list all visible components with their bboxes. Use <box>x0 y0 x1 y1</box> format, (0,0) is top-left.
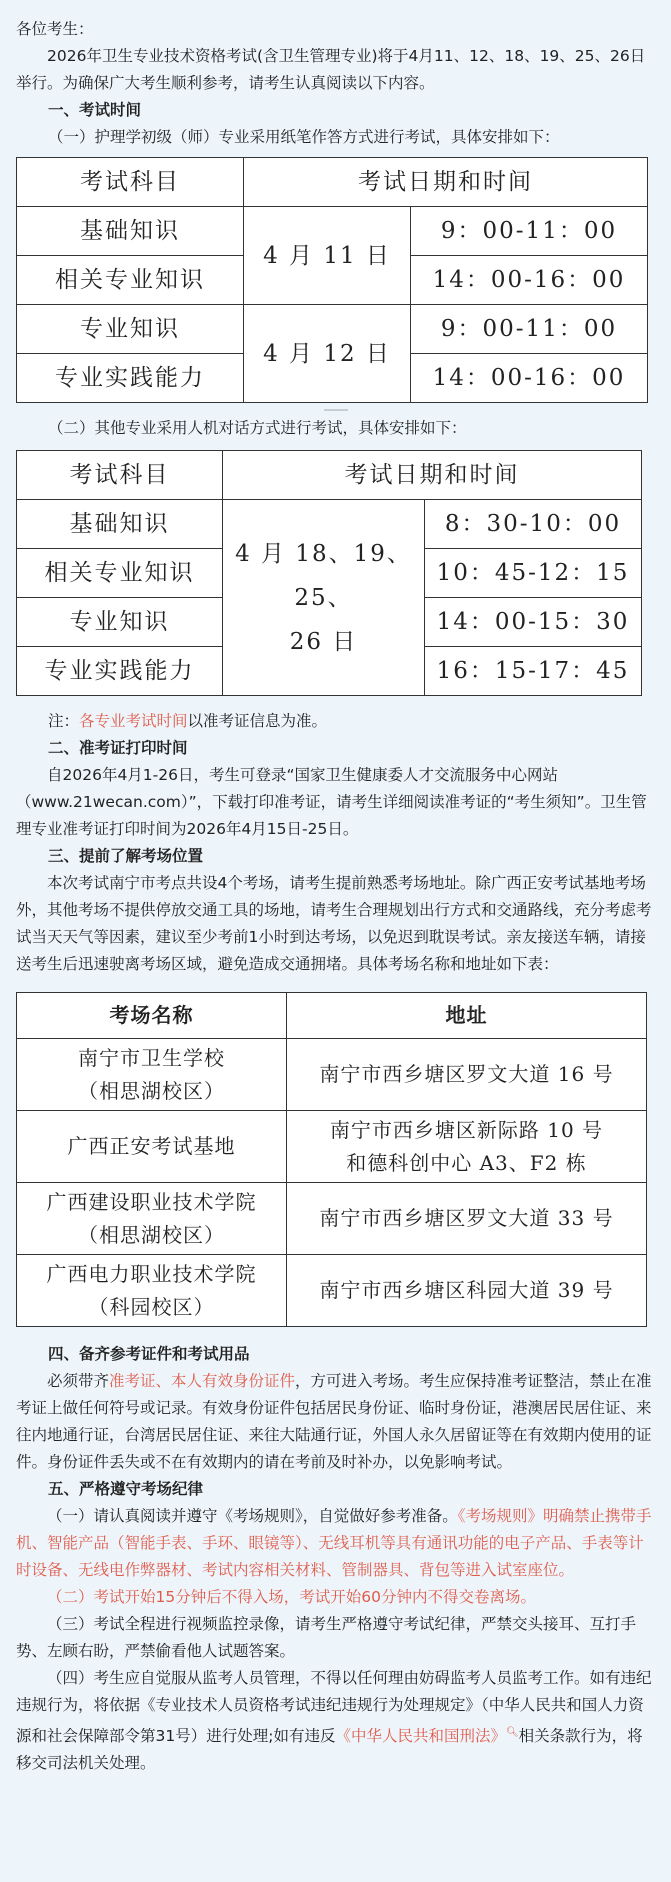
time-note <box>16 708 655 735</box>
section-4-body <box>16 1368 655 1476</box>
subject-cell: 专业实践能力 <box>17 647 223 696</box>
paper-exam-schedule-table <box>16 157 648 403</box>
table-header: 考试科目 <box>17 158 244 207</box>
venue-campus: （科园校区） <box>88 1294 215 1319</box>
body-text: ，方可进入考场。考生应保持准考证整洁，禁止在准考证上做任何符号或记录。有效身份证件包括居民身份证、临时身份证，港澳居民居住证、来往内地通行证，台湾居民居住证、来往大陆通行证，外国人永久居留证等在有效期内使用的证件。身份证件丢失或不在有效期内的请在考前及时补办，以免影响考试。 <box>16 1372 652 1471</box>
table-header: 考试日期和时间 <box>244 158 648 207</box>
greeting: 各位考生： <box>16 20 94 38</box>
image-divider <box>324 409 348 411</box>
law-link[interactable]: 《中华人民共和国刑法》 <box>335 1727 506 1746</box>
table-header: 地址 <box>287 993 647 1039</box>
venue-name: 南宁市卫生学校 <box>78 1045 225 1070</box>
subject-cell: 专业知识 <box>17 598 223 647</box>
venue-address-cell: 南宁市西乡塘区科园大道 39 号 <box>287 1255 647 1327</box>
venue-campus: （相思湖校区） <box>78 1222 225 1247</box>
table-header: 考试科目 <box>17 451 223 500</box>
note-prefix: 注： <box>48 712 80 730</box>
section-5-rule-3: （三）考试全程进行视频监控录像，请考生严格遵守考试纪律，严禁交头接耳、互打手势、左顾右盼，严禁偷看他人试题答案。 <box>16 1615 637 1660</box>
section-4-title: 四、备齐参考证件和考试用品 <box>48 1345 250 1363</box>
venue-name-cell <box>17 1039 287 1111</box>
venue-address-cell <box>287 1111 647 1183</box>
body-text: （四）考生应自觉服从监考人员管理，不得以任何理由妨碍监考人员监考工作。如有违纪违规行为，将依据《专业技术人员资格考试违纪违规行为处理规定》（中华人民共和国人力资源和社会保障部令第31号）进行处理;如有违反 <box>16 1669 652 1746</box>
subject-cell: 专业知识 <box>17 305 244 354</box>
venue-name: 广西建设职业技术学院 <box>46 1189 257 1214</box>
venue-name-cell <box>17 1183 287 1255</box>
body-text: （一）请认真阅读并遵守《考场规则》，自觉做好参考准备。 <box>47 1507 458 1525</box>
section-5-rule-2: （二）考试开始15分钟后不得入场，考试开始60分钟内不得交卷离场。 <box>47 1588 536 1606</box>
time-cell: 9：00-11：00 <box>411 305 648 354</box>
section-3-body: 本次考试南宁市考点共设4个考场，请考生提前熟悉考场地址。除广西正安考试基地考场外，其他考场不提供停放交通工具的场地，请考生合理规划出行方式和交通路线，充分考虑考试当天天气等因素，建议至少考前1小时到达考场，以免迟到耽误考试。亲友接送车辆，请接送考生后迅速驶离考场区域，避免造成交通拥堵。具体考场名称和地址如下表： <box>16 874 652 973</box>
body-highlight: 准考证、本人有效身份证件 <box>109 1372 296 1390</box>
note-suffix: 以准考证信息为准。 <box>187 712 328 730</box>
section-5-title: 五、严格遵守考场纪律 <box>48 1480 204 1498</box>
section-1-sub1: （一）护理学初级（师）专业采用纸笔作答方式进行考试，具体安排如下： <box>48 128 560 146</box>
subject-cell: 基础知识 <box>17 500 223 549</box>
table-header: 考场名称 <box>17 993 287 1039</box>
computer-exam-schedule-table <box>16 450 642 696</box>
date-line: 4 月 18、19、25、 <box>235 540 412 611</box>
time-cell: 9：00-11：00 <box>411 207 648 256</box>
venue-table <box>16 992 647 1327</box>
subject-cell: 相关专业知识 <box>17 256 244 305</box>
subject-cell: 基础知识 <box>17 207 244 256</box>
body-highlight: 《考场规则》明确禁止携带手机、智能产品（智能手表、手环、眼镜等）、无线耳机等具有通讯功能的电子产品、手表等计时设备、无线电作弊器材、考试内容相关材料、管制器具、背包等进入试室座位。 <box>16 1507 652 1579</box>
venue-address-cell: 南宁市西乡塘区罗文大道 33 号 <box>287 1183 647 1255</box>
subject-cell: 专业实践能力 <box>17 354 244 403</box>
venue-address: 南宁市西乡塘区新际路 10 号 <box>329 1117 604 1142</box>
body-text: 相关条款行为，将移交司法机关处理。 <box>16 1727 643 1773</box>
intro-paragraph: 2026年卫生专业技术资格考试(含卫生管理专业)将于4月11、12、18、19、25、26日举行。为确保广大考生顺利参考，请考生认真阅读以下内容。 <box>16 47 646 92</box>
venue-name-cell: 广西正安考试基地 <box>17 1111 287 1183</box>
time-cell: 14：00-16：00 <box>411 256 648 305</box>
venue-name: 广西电力职业技术学院 <box>46 1261 257 1286</box>
time-cell: 14：00-16：00 <box>411 354 648 403</box>
venue-campus: （相思湖校区） <box>78 1078 225 1103</box>
section-2-title: 二、准考证打印时间 <box>48 739 188 757</box>
body-text: 必须带齐 <box>47 1372 110 1390</box>
section-1-title: 一、考试时间 <box>48 101 142 119</box>
date-cell: 4 月 12 日 <box>244 305 411 403</box>
table-header: 考试日期和时间 <box>223 451 642 500</box>
search-icon[interactable]: 🔍︎ <box>505 1727 519 1738</box>
section-5-rule-4 <box>16 1665 655 1777</box>
date-cell: 4 月 11 日 <box>244 207 411 305</box>
venue-name-cell <box>17 1255 287 1327</box>
section-1-sub2: （二）其他专业采用人机对话方式进行考试，具体安排如下： <box>48 419 467 437</box>
section-5-rule-1 <box>16 1503 655 1584</box>
subject-cell: 相关专业知识 <box>17 549 223 598</box>
note-highlight: 各专业考试时间 <box>79 712 188 730</box>
venue-address: 和德科创中心 A3、F2 栋 <box>346 1150 587 1175</box>
time-cell: 14：00-15：30 <box>425 598 642 647</box>
date-cell <box>223 500 425 696</box>
time-cell: 10：45-12：15 <box>425 549 642 598</box>
time-cell: 8：30-10：00 <box>425 500 642 549</box>
date-line: 26 日 <box>289 628 358 655</box>
section-2-body: 自2026年4月1-26日，考生可登录“国家卫生健康委人才交流服务中心网站（www.21wecan.com）”，下载打印准考证，请考生详细阅读准考证的“考生须知”。卫生管理专业准考证打印时间为2026年4月15日-25日。 <box>16 766 647 838</box>
time-cell: 16：15-17：45 <box>425 647 642 696</box>
venue-address-cell: 南宁市西乡塘区罗文大道 16 号 <box>287 1039 647 1111</box>
section-3-title: 三、提前了解考场位置 <box>48 847 204 865</box>
